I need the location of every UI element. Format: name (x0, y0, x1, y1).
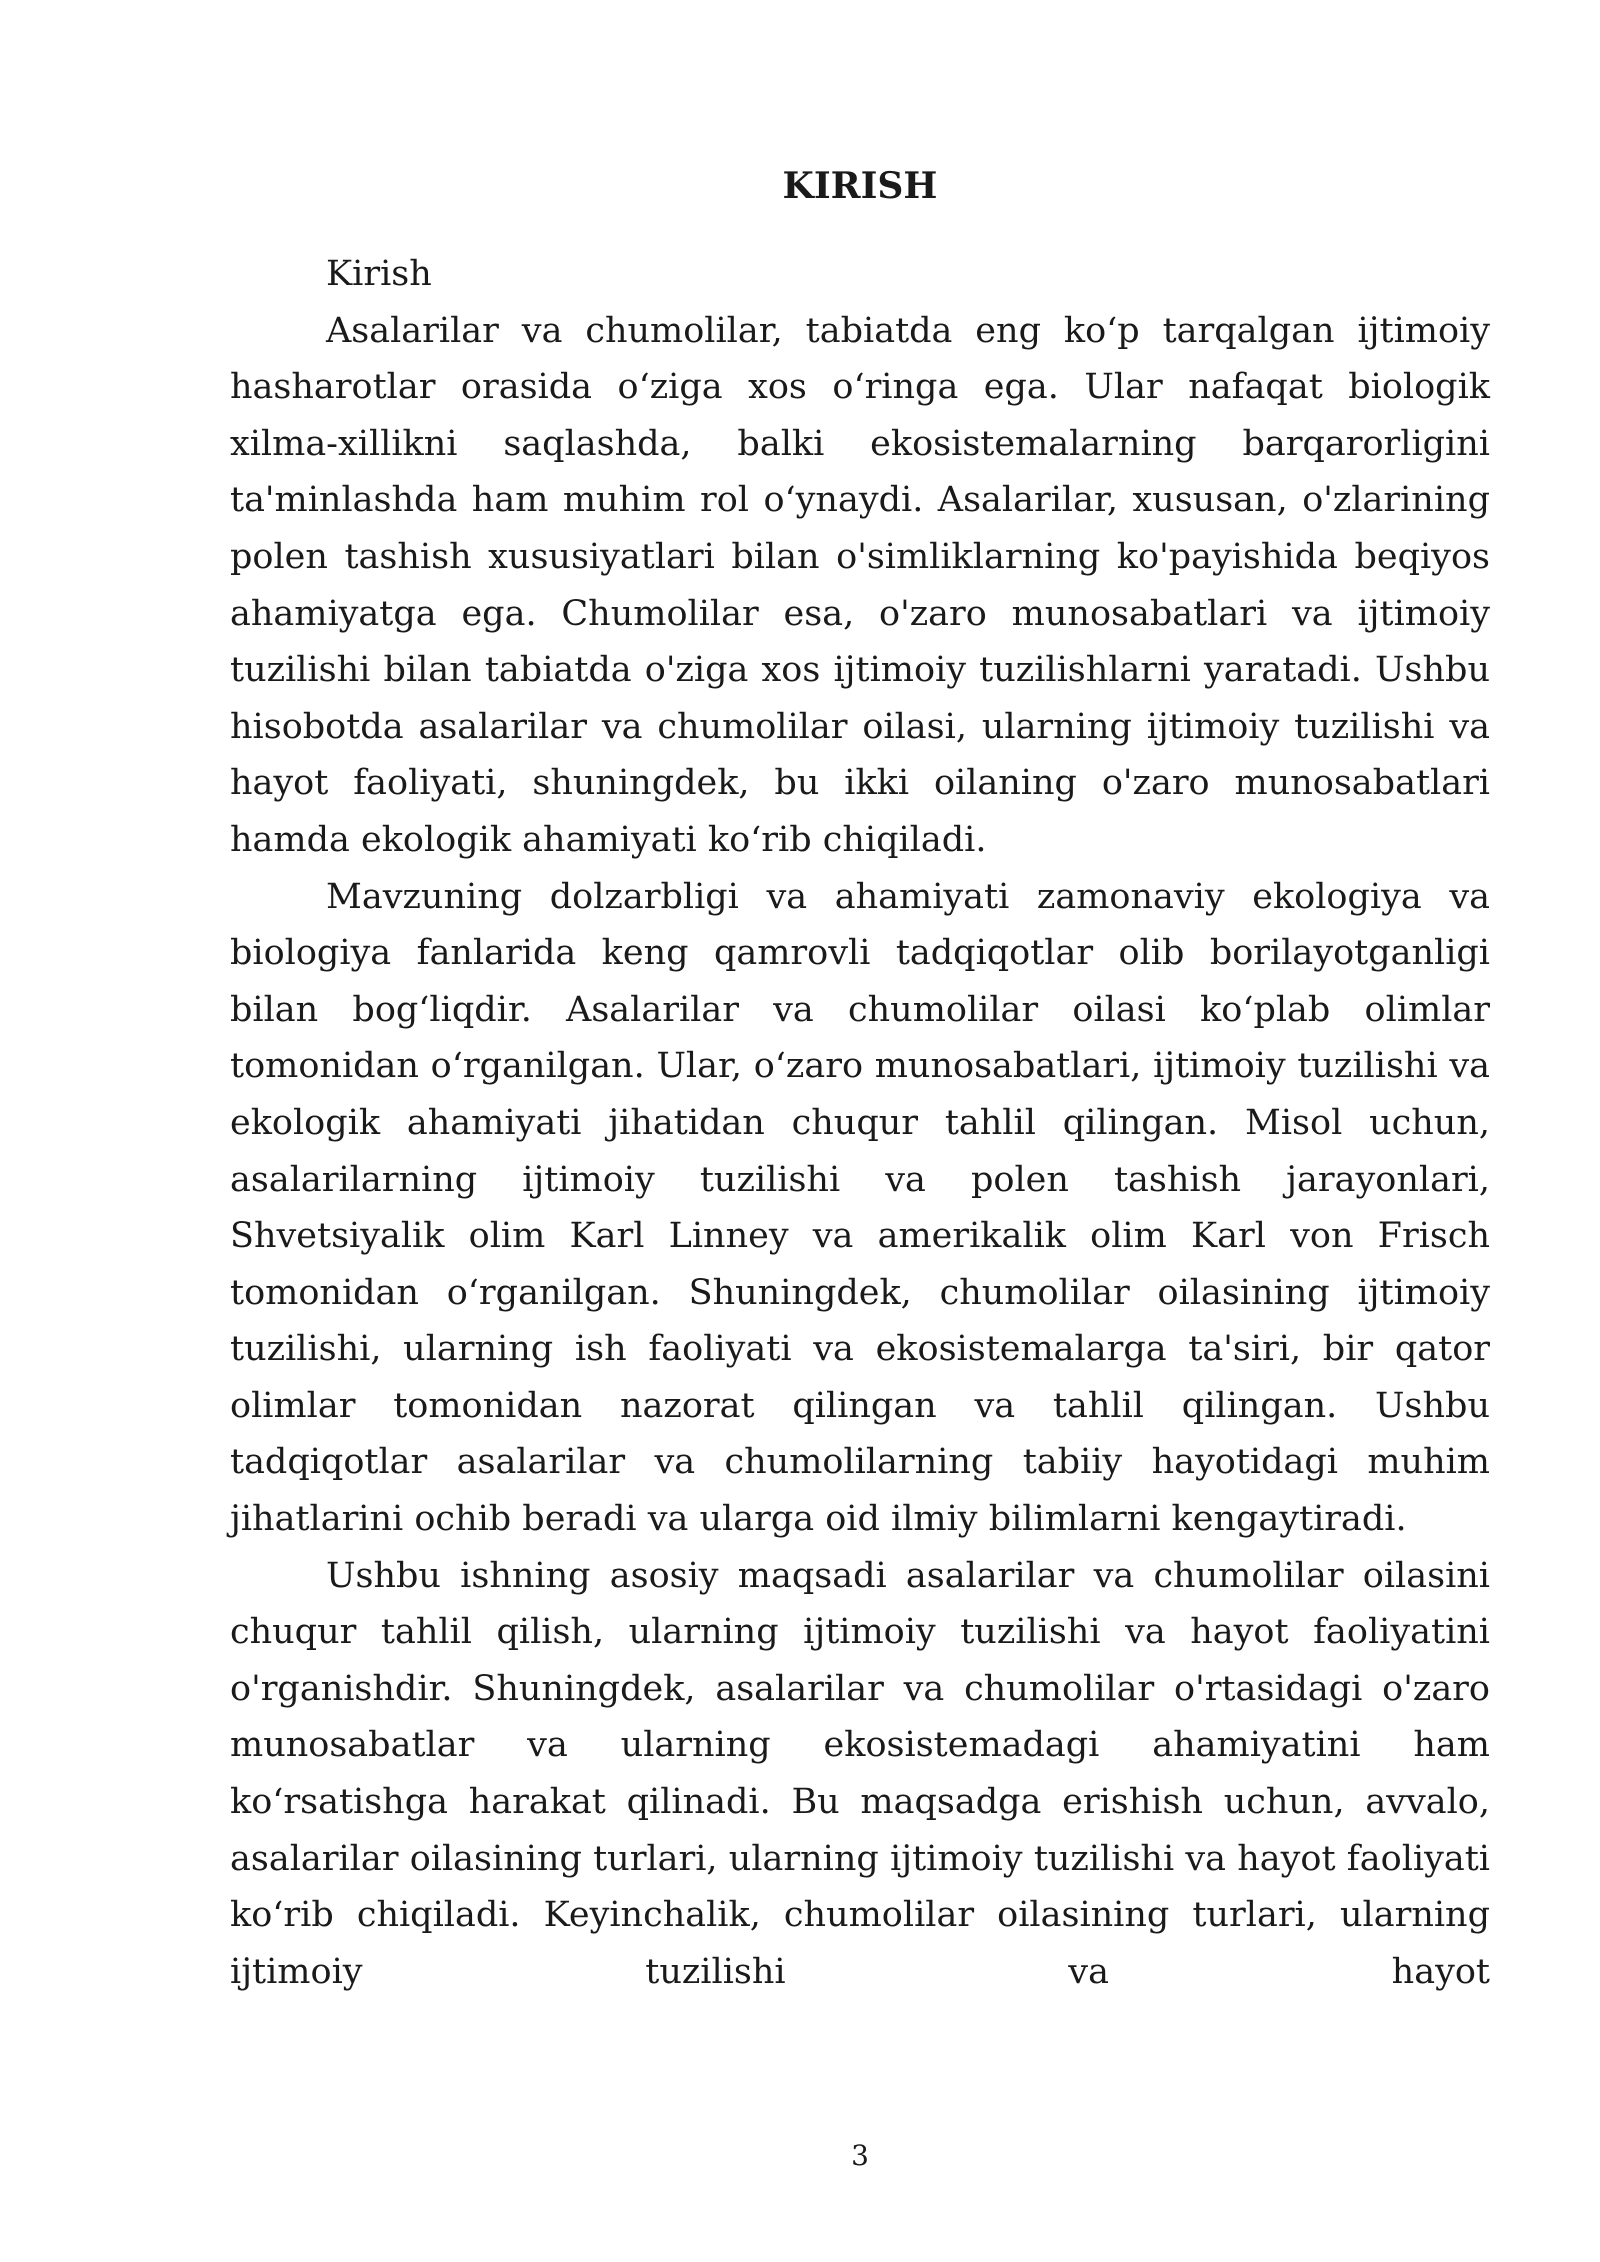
paragraph-intro: Asalarilar va chumolilar, tabiatda eng koʻp tarqalgan ijtimoiy hasharotlar orasida oʻziga xos oʻringa ega. Ular nafaqat biologik xilma-xillikni saqlashda, balki ekosistemalarning barqarorligini ta'minlashda ham muhim rol oʻynaydi. Asalarilar, xususan, o'zlarining polen tashish xususiyatlari bilan o'simliklarning ko'payishida beqiyos ahamiyatga ega. Chumolilar esa, o'zaro munosabatlari va ijtimoiy tuzilishi bilan tabiatda o'ziga xos ijtimoiy tuzilishlarni yaratadi. Ushbu hisobotda asalarilar va chumolilar oilasi, ularning ijtimoiy tuzilishi va hayot faoliyati, shuningdek, bu ikki oilaning o'zaro munosabatlari hamda ekologik ahamiyati koʻrib chiqiladi. (230, 310, 1490, 860)
body-text (230, 246, 1490, 2000)
paragraph-relevance: Mavzuning dolzarbligi va ahamiyati zamonaviy ekologiya va biologiya fanlarida keng qamrovli tadqiqotlar olib borilayotganligi bilan bogʻliqdir. Asalarilar va chumolilar oilasi koʻplab olimlar tomonidan oʻrganilgan. Ular, oʻzaro munosabatlari, ijtimoiy tuzilishi va ekologik ahamiyati jihatidan chuqur tahlil qilingan. Misol uchun, asalarilarning ijtimoiy tuzilishi va polen tashish jarayonlari, Shvetsiyalik olim Karl Linney va amerikalik olim Karl von Frisch tomonidan oʻrganilgan. Shuningdek, chumolilar oilasining ijtimoiy tuzilishi, ularning ish faoliyati va ekosistemalarga ta'siri, bir qator olimlar tomonidan nazorat qilingan va tahlil qilingan. Ushbu tadqiqotlar asalarilar va chumolilarning tabiiy hayotidagi muhim jihatlarini ochib beradi va ularga oid ilmiy bilimlarni kengaytiradi. (230, 876, 1490, 1540)
paragraph-purpose: Ushbu ishning asosiy maqsadi asalarilar va chumolilar oilasini chuqur tahlil qilish, ularning ijtimoiy tuzilishi va hayot faoliyatini o'rganishdir. Shuningdek, asalarilar va chumolilar o'rtasidagi o'zaro munosabatlar va ularning ekosistemadagi ahamiyatini ham koʻrsatishga harakat qilinadi. Bu maqsadga erishish uchun, avvalo, asalarilar oilasining turlari, ularning ijtimoiy tuzilishi va hayot faoliyati koʻrib chiqiladi. Keyinchalik, chumolilar oilasining turlari, ularning ijtimoiy tuzilishi va hayot (230, 1555, 1490, 1992)
page-number: 3 (851, 2139, 869, 2172)
section-title: KIRISH (782, 165, 938, 207)
paragraph-subheading: Kirish (326, 254, 432, 294)
